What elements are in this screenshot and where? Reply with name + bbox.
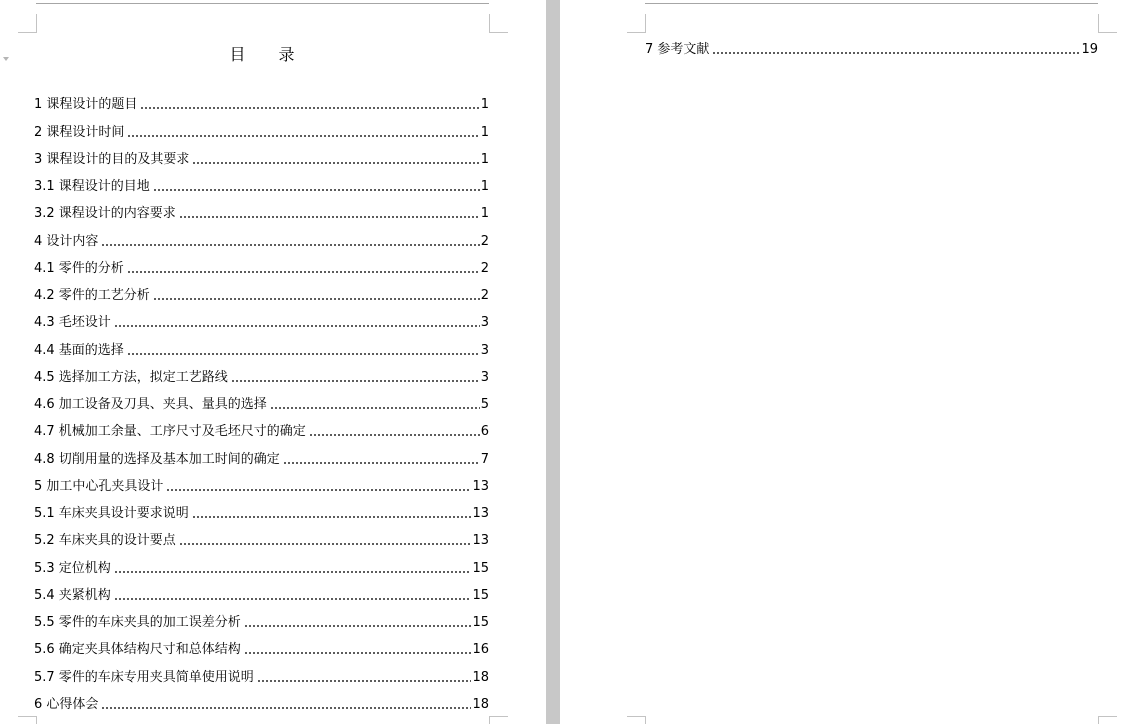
toc-dot-leader xyxy=(192,506,472,522)
toc-entry-page-number: 13 xyxy=(472,533,489,549)
toc-entry-page-number: 3 xyxy=(480,315,489,331)
toc-entry-page-number: 1 xyxy=(480,124,489,140)
toc-entry-page-number: 2 xyxy=(480,288,489,303)
header-rule xyxy=(36,3,489,4)
toc-entry[interactable] xyxy=(34,141,489,168)
toc-title: 目 录 xyxy=(229,45,309,64)
crop-mark xyxy=(627,716,646,724)
toc-dot-leader xyxy=(231,370,480,386)
crop-mark xyxy=(489,14,508,33)
toc-entry-page-number: 18 xyxy=(472,696,489,712)
page-gap xyxy=(546,0,560,724)
toc-entry-label: 6 心得体会 xyxy=(34,696,99,712)
toc-entry[interactable] xyxy=(34,195,489,222)
toc-dot-leader xyxy=(270,397,480,413)
toc-entry-label: 5.3 定位机构 xyxy=(34,560,111,576)
toc-entry[interactable] xyxy=(34,495,489,522)
crop-mark xyxy=(489,716,508,724)
toc-entry-label: 4.3 毛坯设计 xyxy=(34,315,111,331)
toc-entry-label: 3 课程设计的目的及其要求 xyxy=(34,151,190,167)
toc-dot-leader xyxy=(101,697,471,713)
toc-entry[interactable] xyxy=(34,250,489,277)
toc-entry-label: 4.5 选择加工方法，拟定工艺路线 xyxy=(34,369,228,385)
toc-dot-leader xyxy=(114,588,472,604)
toc-entry-page-number: 15 xyxy=(472,560,489,576)
toc-dot-leader xyxy=(153,288,480,304)
toc-entry[interactable] xyxy=(34,359,489,386)
toc-dot-leader xyxy=(153,179,480,195)
toc-entry-page-number: 18 xyxy=(472,669,489,685)
toc-entry[interactable] xyxy=(34,522,489,549)
toc-entry[interactable] xyxy=(645,31,1098,58)
toc-entry-label: 2 课程设计时间 xyxy=(34,124,125,140)
toc-entry-label: 3.1 课程设计的目地 xyxy=(34,179,150,194)
toc-entry[interactable] xyxy=(34,277,489,304)
toc-entry-page-number: 15 xyxy=(472,587,489,603)
toc-entry-label: 4.7 机械加工余量、工序尺寸及毛坯尺寸的确定 xyxy=(34,424,306,440)
toc-entry-label: 5.1 车床夹具设计要求说明 xyxy=(34,506,189,521)
toc-entry-page-number: 16 xyxy=(472,642,489,658)
header-rule xyxy=(645,3,1098,4)
toc-entry[interactable] xyxy=(34,386,489,413)
toc-entry-label: 7 参考文献 xyxy=(645,42,710,58)
toc-dot-leader xyxy=(127,261,480,277)
toc-dot-leader xyxy=(283,452,480,468)
toc-dot-leader xyxy=(114,315,480,331)
toc-entry[interactable] xyxy=(34,686,489,713)
toc-entry-page-number: 1 xyxy=(480,179,489,194)
toc-entry-page-number: 2 xyxy=(480,260,489,276)
toc-entry-page-number: 19 xyxy=(1081,42,1098,58)
toc-entry[interactable] xyxy=(34,631,489,658)
toc-entry[interactable] xyxy=(34,331,489,358)
toc-entry-page-number: 13 xyxy=(472,506,489,521)
toc-entry[interactable] xyxy=(34,413,489,440)
toc-entry[interactable] xyxy=(34,222,489,249)
toc-list xyxy=(34,86,489,713)
toc-entry[interactable] xyxy=(34,304,489,331)
toc-entry-label: 5.7 零件的车床专用夹具简单使用说明 xyxy=(34,669,254,685)
toc-entry-page-number: 15 xyxy=(472,615,489,630)
toc-entry-label: 4 设计内容 xyxy=(34,233,99,249)
toc-dot-leader xyxy=(166,479,471,495)
toc-dot-leader xyxy=(114,561,472,577)
toc-entry-label: 4.6 加工设备及刀具、夹具、量具的选择 xyxy=(34,397,267,412)
toc-entry-page-number: 3 xyxy=(480,369,489,385)
toc-dot-leader xyxy=(257,670,472,686)
crop-mark xyxy=(1098,716,1117,724)
crop-mark xyxy=(18,14,37,33)
toc-entry-page-number: 5 xyxy=(480,397,489,412)
toc-dot-leader xyxy=(309,424,480,440)
toc-dot-leader xyxy=(140,97,479,113)
toc-dot-leader xyxy=(179,206,480,222)
toc-dot-leader xyxy=(244,615,472,631)
toc-entry-page-number: 13 xyxy=(472,478,489,494)
toc-dot-leader xyxy=(192,152,479,168)
toc-entry-label: 5.5 零件的车床夹具的加工误差分析 xyxy=(34,615,241,630)
toc-entry-page-number: 1 xyxy=(480,151,489,167)
toc-entry-page-number: 1 xyxy=(480,97,489,113)
toc-dot-leader xyxy=(127,343,480,359)
toc-entry-label: 4.2 零件的工艺分析 xyxy=(34,288,150,303)
toc-dot-leader xyxy=(101,234,479,250)
toc-entry-page-number: 7 xyxy=(480,451,489,467)
crop-mark xyxy=(1098,14,1117,33)
toc-entry-label: 4.8 切削用量的选择及基本加工时间的确定 xyxy=(34,451,280,467)
toc-entry-label: 5 加工中心孔夹具设计 xyxy=(34,478,164,494)
toc-entry[interactable] xyxy=(34,549,489,576)
document-page-right xyxy=(560,0,1129,724)
toc-entry-page-number: 3 xyxy=(480,342,489,358)
toc-entry-page-number: 2 xyxy=(480,233,489,249)
toc-dot-leader xyxy=(712,42,1080,58)
toc-entry[interactable] xyxy=(34,168,489,195)
toc-list xyxy=(645,31,1098,58)
toc-entry[interactable] xyxy=(34,86,489,113)
toc-entry[interactable] xyxy=(34,658,489,685)
toc-entry[interactable] xyxy=(34,113,489,140)
toc-entry-label: 4.4 基面的选择 xyxy=(34,342,124,358)
toc-dot-leader xyxy=(179,533,472,549)
crop-mark xyxy=(18,716,37,724)
toc-entry-label: 4.1 零件的分析 xyxy=(34,260,124,276)
toc-entry-page-number: 6 xyxy=(480,424,489,440)
toc-entry-label: 1 课程设计的题目 xyxy=(34,97,138,113)
toc-entry[interactable] xyxy=(34,604,489,631)
toc-dot-leader xyxy=(127,125,479,141)
crop-mark xyxy=(627,14,646,33)
toc-dot-leader xyxy=(244,642,472,658)
toc-entry-label: 5.6 确定夹具体结构尺寸和总体结构 xyxy=(34,642,241,658)
toc-entry-label: 5.2 车床夹具的设计要点 xyxy=(34,533,176,549)
toc-entry[interactable] xyxy=(34,440,489,467)
toc-entry-label: 5.4 夹紧机构 xyxy=(34,587,111,603)
toc-entry-page-number: 1 xyxy=(480,206,489,222)
toc-entry[interactable] xyxy=(34,468,489,495)
toc-entry-label: 3.2 课程设计的内容要求 xyxy=(34,206,176,222)
toc-entry[interactable] xyxy=(34,577,489,604)
